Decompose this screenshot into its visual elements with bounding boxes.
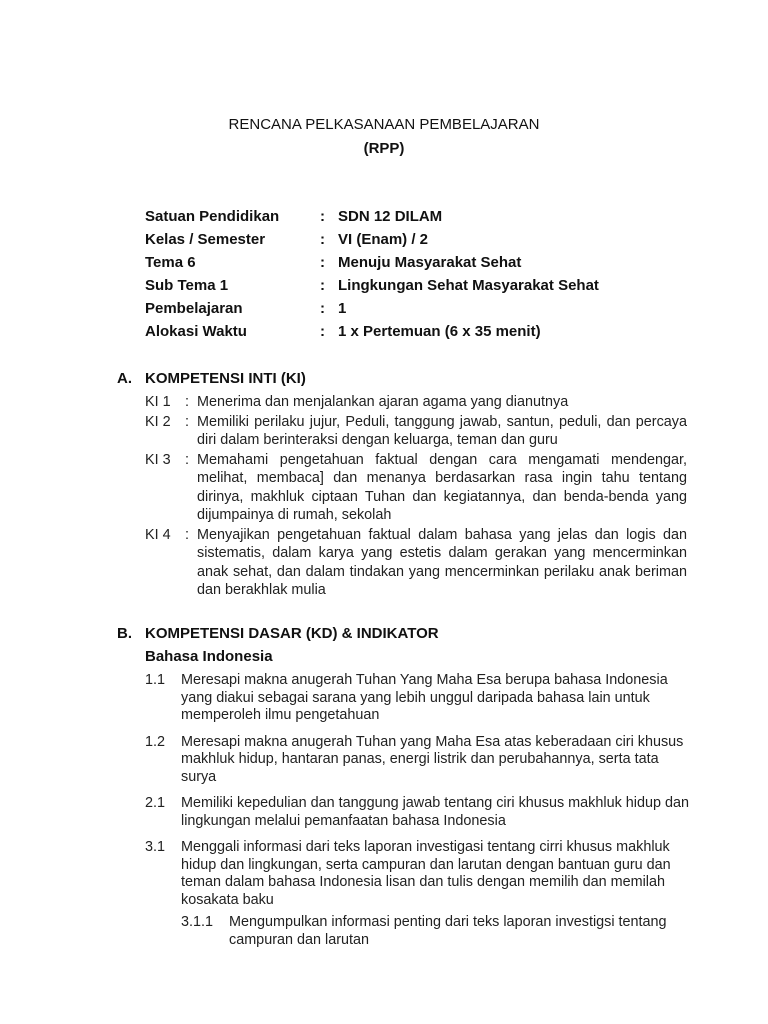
identity-value: 1 — [338, 300, 347, 317]
section-title: KOMPETENSI INTI (KI) — [145, 370, 306, 387]
section-letter: B. — [117, 625, 132, 642]
kd-item — [145, 734, 690, 787]
identity-row — [145, 323, 599, 346]
kd-text: Meresapi makna anugerah Tuhan Yang Maha Esa berupa bahasa Indonesia yang diakui sebagai sarana yang lebih unggul daripada bahasa lain untuk memperoleh ilmu pengetahuan — [181, 672, 668, 723]
identity-table — [145, 208, 599, 346]
kd-text: Meresapi makna anugerah Tuhan yang Maha Esa atas keberadaan ciri khusus makhluk hidup, hantaran panas, energi listrik dan perubahannya, serta tata surya — [181, 733, 684, 785]
identity-separator: : — [320, 231, 325, 248]
document-subtitle: (RPP) — [363, 140, 405, 157]
indicator-text: Mengumpulkan informasi penting dari teks laporan investigsi tentang campuran dan larutan — [229, 914, 667, 948]
ki-code: KI 2 — [145, 413, 171, 430]
ki-text: Memiliki perilaku jujur, Peduli, tanggung jawab, santun, peduli, dan percaya diri dalam berinteraksi dengan keluarga, teman dan guru — [197, 413, 687, 448]
identity-value: Lingkungan Sehat Masyarakat Sehat — [338, 277, 599, 294]
ki-code: KI 4 — [145, 526, 171, 543]
identity-separator: : — [320, 254, 325, 271]
identity-row — [145, 254, 599, 277]
kd-item — [145, 795, 690, 830]
indicator-item — [145, 914, 690, 949]
identity-row — [145, 300, 599, 323]
kd-code: 2.1 — [145, 795, 166, 811]
ki-item — [145, 413, 687, 450]
identity-value: Menuju Masyarakat Sehat — [338, 254, 522, 271]
identity-separator: : — [320, 300, 325, 317]
section-b-heading — [117, 625, 439, 642]
identity-label: Kelas / Semester — [145, 231, 266, 248]
identity-label: Sub Tema 1 — [145, 277, 229, 294]
identity-separator: : — [320, 323, 325, 340]
ki-separator: : — [185, 526, 189, 543]
kd-text: Menggali informasi dari teks laporan investigasi tentang cirri khusus makhluk hidup dan lingkungan, serta campuran dan larutan dengan bantuan guru dan teman dalam bahasa Indonesia lisan dan tulis dengan memilih dan memilah kosakata baku — [181, 839, 671, 908]
section-letter: A. — [117, 370, 132, 387]
ki-code: KI 1 — [145, 394, 171, 410]
ki-text: Memahami pengetahuan faktual dengan cara mengamati mendengar, melihat, membaca] dan menanya berdasarkan rasa ingin tahu tentang dirinya, makhluk ciptaan Tuhan dan kegiatannya, dan benda-benda yang dijumpainya di rumah, sekolah — [197, 451, 687, 523]
ki-item — [145, 451, 687, 525]
kd-item — [145, 672, 690, 725]
subject-heading: Bahasa Indonesia — [145, 648, 273, 665]
ki-item — [145, 526, 687, 600]
ki-code: KI 3 — [145, 451, 171, 468]
ki-separator: : — [185, 413, 189, 430]
identity-row — [145, 277, 599, 300]
identity-value: SDN 12 DILAM — [338, 208, 443, 225]
kd-text: Memiliki kepedulian dan tanggung jawab tentang ciri khusus makhluk hidup dan lingkungan melalui pemanfaatan bahasa Indonesia — [181, 795, 689, 829]
document-title: RENCANA PELKASANAAN PEMBELAJARAN — [228, 116, 540, 133]
ki-separator: : — [185, 394, 189, 410]
identity-label: Pembelajaran — [145, 300, 243, 317]
identity-separator: : — [320, 208, 325, 225]
kd-item — [145, 839, 690, 909]
identity-label: Tema 6 — [145, 254, 196, 271]
kd-code: 1.2 — [145, 733, 166, 750]
ki-separator: : — [185, 451, 189, 468]
identity-label: Alokasi Waktu — [145, 323, 247, 340]
section-a-heading — [117, 370, 306, 387]
indicator-code: 3.1.1 — [181, 914, 214, 930]
section-title: KOMPETENSI DASAR (KD) & INDIKATOR — [145, 625, 439, 642]
identity-separator: : — [320, 277, 325, 294]
identity-value: 1 x Pertemuan (6 x 35 menit) — [338, 323, 541, 340]
identity-label: Satuan Pendidikan — [145, 208, 280, 225]
identity-row — [145, 208, 599, 231]
ki-list — [145, 393, 687, 601]
ki-text: Menerima dan menjalankan ajaran agama yang dianutnya — [197, 394, 569, 410]
identity-value: VI (Enam) / 2 — [338, 231, 429, 248]
kd-code: 1.1 — [145, 672, 166, 688]
kd-code: 3.1 — [145, 839, 166, 855]
identity-row — [145, 231, 599, 254]
ki-text: Menyajikan pengetahuan faktual dalam bahasa yang jelas dan logis dan sistematis, dalam karya yang estetis dalam gerakan yang mencerminkan anak sehat, dan dalam tindakan yang mencerminkan perilaku anak beriman dan berakhlak mulia — [197, 526, 687, 598]
ki-item — [145, 393, 687, 412]
kd-list — [145, 672, 690, 949]
